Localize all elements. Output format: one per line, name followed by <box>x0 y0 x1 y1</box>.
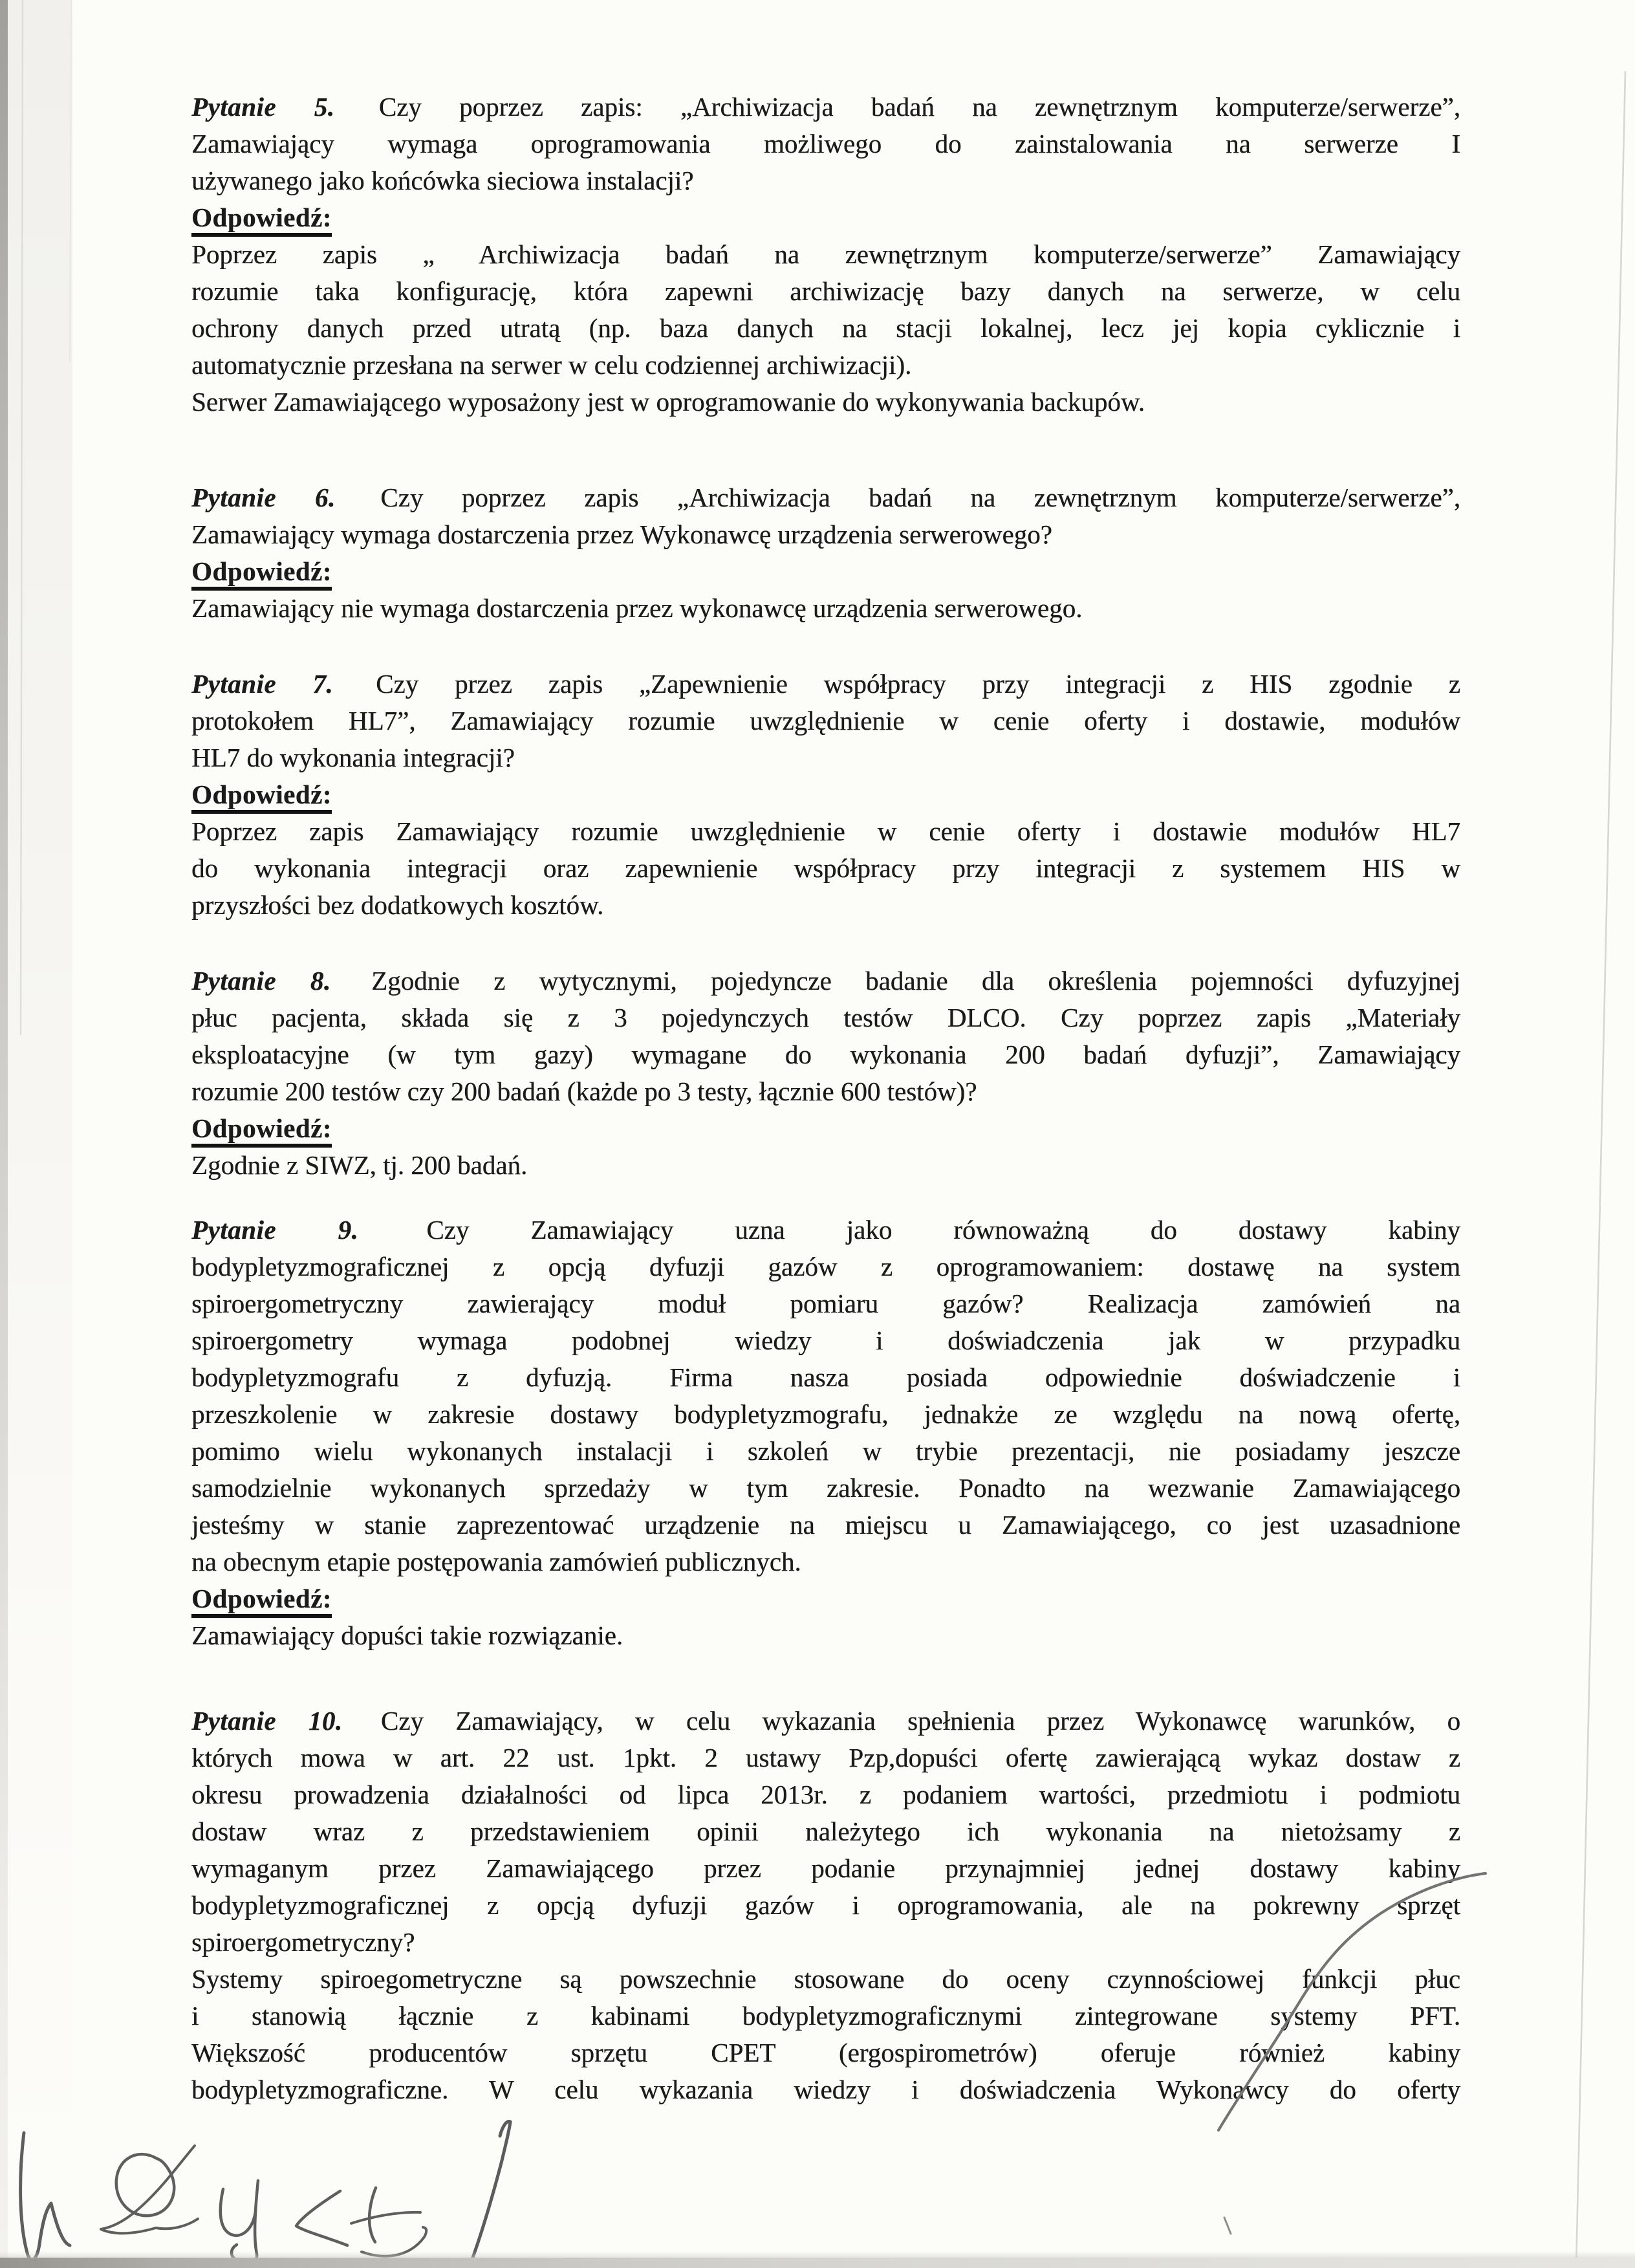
answer-line: Zamawiający dopuści takie rozwiązanie. <box>191 1620 623 1650</box>
question-line: bodypletyzmograficzne. W celu wykazania wiedzy i doświadczenia Wykonawcy do oferty <box>191 2075 1460 2104</box>
question-text: Czy przez zapis „Zapewnienie współpracy przy integracji z HIS zgodnie z <box>376 669 1461 699</box>
answer-label: Odpowiedź: <box>191 1584 332 1618</box>
question-label: Pytanie 6. <box>191 483 336 512</box>
question-line: dostaw wraz z przedstawieniem opinii należytego ich wykonania na nietożsamy z <box>191 1816 1460 1846</box>
question-text: Zgodnie z wytycznymi, pojedyncze badanie dla określenia pojemności dyfuzyjnej <box>371 966 1461 996</box>
answer-label-line <box>191 776 1460 813</box>
question-label: Pytanie 8. <box>191 966 331 996</box>
scan-left-edge-shadow <box>0 0 8 2268</box>
qa-block <box>191 89 1460 420</box>
question-line <box>191 479 1460 516</box>
question-line: protokołem HL7”, Zamawiający rozumie uwzględnienie w cenie oferty i dostawie, modułów <box>191 706 1460 736</box>
question-line: HL7 do wykonania integracji? <box>191 743 515 772</box>
question-line: na obecnym etapie postępowania zamówień publicznych. <box>191 1547 801 1576</box>
document-content <box>191 89 1460 2108</box>
question-line: wymaganym przez Zamawiającego przez podanie przynajmniej jednej dostawy kabiny <box>191 1853 1460 1883</box>
question-line <box>191 666 1460 703</box>
qa-block <box>191 1703 1460 2108</box>
answer-line: do wykonania integracji oraz zapewnienie współpracy przy integracji z systemem HIS w <box>191 853 1460 883</box>
question-line: przeszkolenie w zakresie dostawy bodypletyzmografu, jednakże ze względu na nową ofertę, <box>191 1399 1460 1429</box>
question-line: bodypletyzmograficznej z opcją dyfuzji gazów i oprogramowania, ale na pokrewny sprzęt <box>191 1890 1460 1920</box>
question-line: spiroergometryczny? <box>191 1927 415 1957</box>
answer-label: Odpowiedź: <box>191 203 332 237</box>
question-line: Systemy spiroegometryczne są powszechnie stosowane do oceny czynnościowej funkcji płuc <box>191 1964 1460 1994</box>
question-line: eksploatacyjne (w tym gazy) wymagane do wykonania 200 badań dyfuzji”, Zamawiający <box>191 1040 1460 1069</box>
answer-label: Odpowiedź: <box>191 1114 332 1148</box>
qa-block <box>191 963 1460 1184</box>
answer-label-line <box>191 553 1460 590</box>
qa-block <box>191 479 1460 627</box>
question-label: Pytanie 5. <box>191 92 335 122</box>
question-line: bodypletyzmografu z dyfuzją. Firma nasza posiada odpowiednie doświadczenie i <box>191 1362 1460 1392</box>
question-line <box>191 963 1460 999</box>
question-line <box>191 1212 1460 1248</box>
slash-pen-stroke <box>470 2121 510 2265</box>
scan-bottom-edge-shadow <box>0 2258 1635 2268</box>
question-line <box>191 1703 1460 1739</box>
signature-scribble <box>21 2133 427 2263</box>
qa-block <box>191 1212 1460 1654</box>
answer-line: rozumie taka konfigurację, która zapewni archiwizację bazy danych na serwerze, w celu <box>191 276 1460 306</box>
question-line: których mowa w art. 22 ust. 1pkt. 2 ustawy Pzp,dopuści ofertę zawierającą wykaz dostaw z <box>191 1743 1460 1772</box>
question-line: Zamawiający wymaga oprogramowania możliwego do zainstalowania na serwerze I <box>191 129 1460 158</box>
question-text: Czy Zamawiający uzna jako równoważną do dostawy kabiny <box>426 1215 1461 1245</box>
answer-line: Zamawiający nie wymaga dostarczenia przez wykonawcę urządzenia serwerowego. <box>191 593 1083 623</box>
answer-line: automatycznie przesłana na serwer w celu codziennej archiwizacji). <box>191 350 912 380</box>
question-line: bodypletyzmograficznej z opcją dyfuzji gazów z oprogramowaniem: dostawę na system <box>191 1252 1460 1281</box>
answer-line: przyszłości bez dodatkowych kosztów. <box>191 890 604 920</box>
scan-bottom-fade <box>0 2251 1635 2258</box>
answer-line: Poprzez zapis „ Archiwizacja badań na zewnętrznym komputerze/serwerze” Zamawiający <box>191 239 1460 269</box>
answer-label-line <box>191 199 1460 236</box>
question-line: rozumie 200 testów czy 200 badań (każde po 3 testy, łącznie 600 testów)? <box>191 1076 977 1106</box>
question-line: pomimo wielu wykonanych instalacji i szkoleń w trybie prezentacji, nie posiadamy jeszcze <box>191 1436 1460 1466</box>
answer-line: Poprzez zapis Zamawiający rozumie uwzględnienie w cenie oferty i dostawie modułów HL7 <box>191 816 1460 846</box>
question-line: Większość producentów sprzętu CPET (ergospirometrów) oferuje również kabiny <box>191 2038 1460 2067</box>
question-line: płuc pacjenta, składa się z 3 pojedynczych testów DLCO. Czy poprzez zapis „Materiały <box>191 1003 1460 1032</box>
question-line: spiroergometryczny zawierający moduł pomiaru gazów? Realizacja zamówień na <box>191 1289 1460 1318</box>
question-label: Pytanie 10. <box>191 1706 343 1736</box>
answer-label: Odpowiedź: <box>191 780 332 814</box>
question-label: Pytanie 9. <box>191 1215 359 1245</box>
question-line <box>191 89 1460 125</box>
qa-block <box>191 666 1460 924</box>
scan-right-page-edge <box>1576 71 1625 2268</box>
question-label: Pytanie 7. <box>191 669 334 699</box>
question-line: spiroergometry wymaga podobnej wiedzy i doświadczenia jak w przypadku <box>191 1325 1460 1355</box>
question-line: jesteśmy w stanie zaprezentować urządzenie na miejscu u Zamawiającego, co jest uzasadnione <box>191 1510 1460 1540</box>
answer-line: Zgodnie z SIWZ, tj. 200 badań. <box>191 1150 528 1180</box>
question-text: Czy Zamawiający, w celu wykazania spełnienia przez Wykonawcę warunków, o <box>380 1706 1460 1736</box>
answer-line: Serwer Zamawiającego wyposażony jest w oprogramowanie do wykonywania backupów. <box>191 387 1145 417</box>
question-text: Czy poprzez zapis: „Archiwizacja badań na zewnętrznym komputerze/serwerze”, <box>378 92 1460 122</box>
question-line: używanego jako końcówka sieciowa instalacji? <box>191 166 694 195</box>
answer-line: ochrony danych przed utratą (np. baza danych na stacji lokalnej, lecz jej kopia cyklicznie i <box>191 313 1460 343</box>
question-line: okresu prowadzenia działalności od lipca 2013r. z podaniem wartości, przedmiotu i podmiotu <box>191 1780 1460 1809</box>
question-text: Czy poprzez zapis „Archiwizacja badań na zewnętrznym komputerze/serwerze”, <box>380 483 1460 512</box>
question-line: i stanowią łącznie z kabinami bodypletyzmograficznymi zintegrowane systemy PFT. <box>191 2001 1460 2031</box>
answer-label-line <box>191 1580 1460 1617</box>
scan-left-shade <box>8 0 72 2268</box>
answer-label: Odpowiedź: <box>191 557 332 591</box>
question-line: samodzielnie wykonanych sprzedaży w tym zakresie. Ponadto na wezwanie Zamawiającego <box>191 1473 1460 1503</box>
question-line: Zamawiający wymaga dostarczenia przez Wykonawcę urządzenia serwerowego? <box>191 519 1052 549</box>
ink-speck <box>1224 2218 1231 2234</box>
answer-label-line <box>191 1110 1460 1147</box>
